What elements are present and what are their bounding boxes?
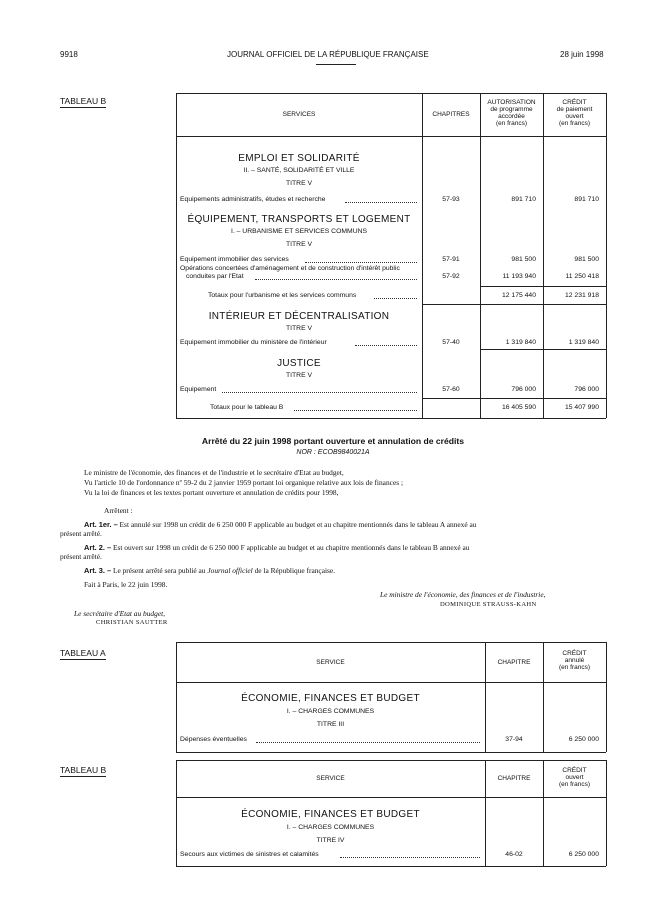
total-autorisation: 16 405 590	[501, 404, 536, 411]
section-subtitle: I. – CHARGES COMMUNES	[286, 708, 375, 715]
table-row-chapitre: 37-94	[505, 736, 523, 743]
arrete-nor: NOR : ECOB9840021A	[296, 449, 370, 456]
section-subtitle: I. – URBANISME ET SERVICES COMMUNS	[230, 228, 368, 235]
col-chapitre: CHAPITRE	[497, 775, 531, 782]
section-title: JUSTICE	[277, 358, 321, 369]
signature-role: Le secrétaire d'Etat au budget,	[74, 609, 166, 618]
col-credit: CRÉDIT ouvert (en francs)	[558, 767, 591, 788]
total-autorisation: 12 175 440	[501, 292, 536, 299]
col-autorisation: AUTORISATION de programme accordée (en francs)	[487, 99, 536, 127]
section-title: ÉCONOMIE, FINANCES ET BUDGET	[241, 693, 420, 704]
col-chapitre: CHAPITRE	[497, 659, 531, 666]
table-row-credit: 891 710	[574, 196, 599, 203]
table-row-chapitre: 57-92	[442, 273, 460, 280]
total-credit: 15 407 990	[564, 404, 599, 411]
table-row-chapitre: 57-91	[442, 256, 460, 263]
table-row-autorisation: 1 319 840	[505, 339, 536, 346]
col-chapitres: CHAPITRES	[432, 111, 470, 118]
article-2: Art. 2. – Est ouvert sur 1998 un crédit de 6 250 000 F applicable au budget et au chapitre mentionnés dans le tableau B annexé au	[84, 543, 470, 552]
col-credit: CRÉDIT annulé (en francs)	[558, 650, 591, 671]
article-3: Art. 3. – Le présent arrêté sera publié au Journal officiel de la République française.	[84, 566, 336, 575]
table-row-credit: 6 250 000	[568, 736, 599, 743]
intro-line: Vu la loi de finances et les textes portant ouverture et annulation de crédits pour 1998,	[84, 488, 339, 497]
tableA-label: TABLEAU A	[60, 648, 106, 658]
signature-role: Le ministre de l'économie, des finances et de l'industrie,	[380, 590, 546, 599]
table-row-chapitre: 57-40	[442, 339, 460, 346]
header-rule	[316, 64, 356, 65]
section-titre: TITRE V	[285, 372, 313, 379]
col-service: SERVICE	[316, 775, 345, 782]
intro-line: Le ministre de l'économie, des finances et de l'industrie et le secrétaire d'Etat au budget,	[84, 468, 344, 477]
col-credit: CRÉDIT de paiement ouvert (en francs)	[556, 99, 593, 127]
tableB2-label: TABLEAU B	[60, 765, 107, 775]
table-row-credit: 6 250 000	[568, 851, 599, 858]
section-title: ÉQUIPEMENT, TRANSPORTS ET LOGEMENT	[187, 214, 411, 225]
table-row-label: Opérations concertées d'aménagement et de construction d'intérêt public	[180, 265, 400, 272]
article-1: Art. 1er. – Est annulé sur 1998 un crédit de 6 250 000 F applicable au budget et au chapitre mentionnés dans le tableau A annexé au	[84, 520, 477, 529]
section-title: EMPLOI ET SOLIDARITÉ	[238, 153, 360, 164]
table-row-credit: 1 319 840	[568, 339, 599, 346]
signature-name: CHRISTIAN SAUTTER	[96, 619, 168, 626]
table-row-credit: 11 250 418	[565, 273, 599, 280]
journal-title: JOURNAL OFFICIEL DE LA RÉPUBLIQUE FRANÇAISE	[227, 50, 429, 59]
table-row-autorisation: 891 710	[511, 196, 536, 203]
col-services: SERVICES	[282, 111, 316, 118]
article-2-cont: présent arrêté.	[60, 552, 102, 561]
table-row-autorisation: 11 193 940	[502, 273, 536, 280]
section-subtitle: I. – CHARGES COMMUNES	[286, 824, 375, 831]
total-label: Totaux pour le tableau B	[210, 404, 284, 411]
fait-a: Fait à Paris, le 22 juin 1998.	[84, 580, 168, 589]
table-row-autorisation: 981 500	[511, 256, 536, 263]
article-1-cont: présent arrêté.	[60, 529, 102, 538]
table-row-label: Equipements administratifs, études et recherche	[180, 196, 326, 203]
table-row-label: Equipement immobilier du ministère de l'intérieur	[180, 339, 327, 346]
page-number: 9918	[60, 50, 78, 59]
section-subtitle: II. – SANTÉ, SOLIDARITÉ ET VILLE	[243, 167, 355, 174]
table-row-chapitre: 46-02	[505, 851, 523, 858]
col-service: SERVICE	[316, 659, 345, 666]
section-titre: TITRE IV	[316, 837, 345, 844]
table-row-label: Equipement immobilier des services	[180, 256, 289, 263]
section-titre: TITRE III	[316, 721, 345, 728]
total-label: Totaux pour l'urbanisme et les services communs	[208, 292, 357, 299]
signature-name: DOMINIQUE STRAUSS-KAHN	[440, 601, 537, 608]
table-row-credit: 981 500	[574, 256, 599, 263]
section-titre: TITRE V	[285, 325, 313, 332]
total-credit: 12 231 918	[564, 292, 599, 299]
issue-date: 28 juin 1998	[560, 50, 604, 59]
section-titre: TITRE V	[285, 241, 313, 248]
table-row-credit: 796 000	[574, 386, 599, 393]
arrete-title: Arrêté du 22 juin 1998 portant ouverture et annulation de crédits	[201, 436, 465, 446]
section-title: ÉCONOMIE, FINANCES ET BUDGET	[241, 809, 420, 820]
table-row-label: Dépenses éventuelles	[180, 736, 247, 743]
section-title: INTÉRIEUR ET DÉCENTRALISATION	[208, 311, 390, 322]
table-row-label-cont: conduites par l'Etat	[186, 273, 244, 280]
section-titre: TITRE V	[285, 180, 313, 187]
table-row-autorisation: 796 000	[511, 386, 536, 393]
table1-label: TABLEAU B	[60, 96, 107, 106]
table-row-chapitre: 57-93	[442, 196, 460, 203]
table-row-label: Secours aux victimes de sinistres et calamités	[180, 851, 319, 858]
intro-line: Vu l'article 10 de l'ordonnance nº 59-2 du 2 janvier 1959 portant loi organique relative aux lois de finances ;	[84, 478, 403, 487]
table-row-label: Equipement	[180, 386, 217, 393]
table-row-chapitre: 57-60	[442, 386, 460, 393]
arretent: Arrêtent :	[104, 506, 133, 515]
